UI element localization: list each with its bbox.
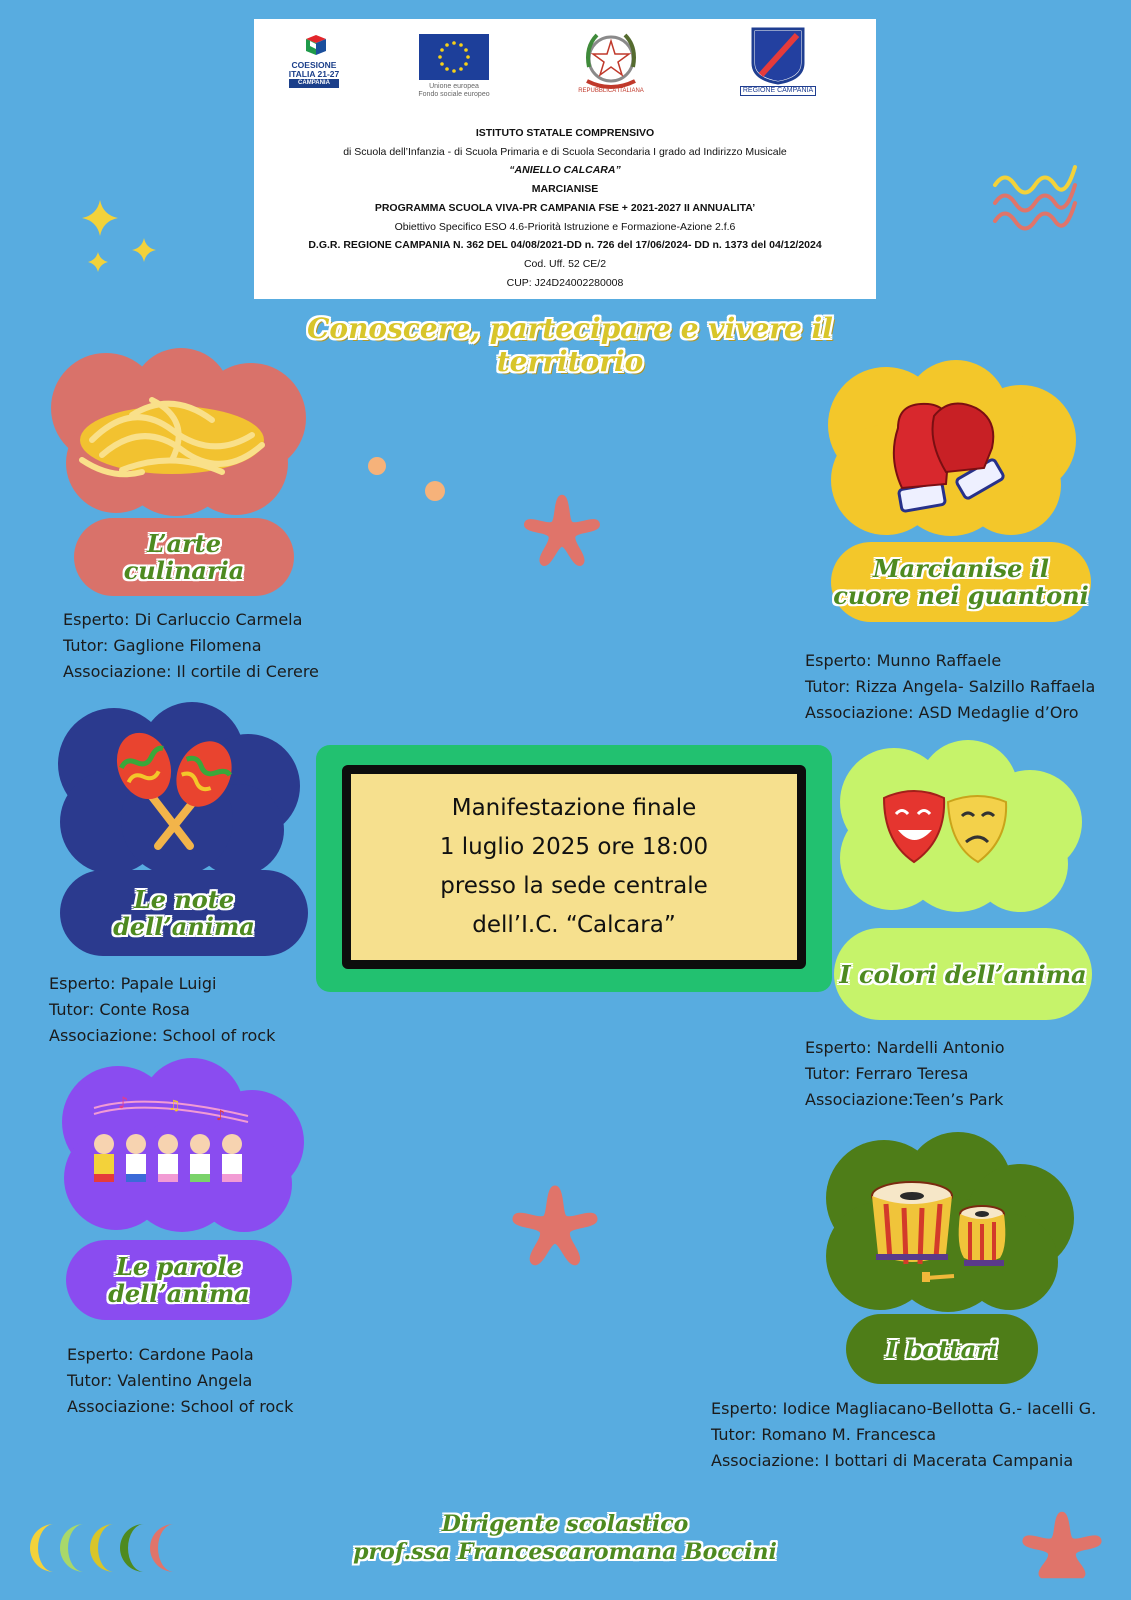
note-expert: Esperto: Papale Luigi [49,974,217,993]
svg-text:♫: ♫ [168,1098,181,1114]
note-association: Associazione: School of rock [49,1026,276,1045]
program-name: PROGRAMMA SCUOLA VIVA-PR CAMPANIA FSE + 2021-2027 II ANNUALITA’ [374,201,756,214]
spaghetti-icon [72,380,278,490]
repubblica-caption: REPUBBLICA ITALIANA [578,88,644,94]
colori-title-pill [834,928,1092,1020]
coesione-line-1: COESIONE [291,60,337,70]
event-datetime: 1 luglio 2025 ore 18:00 [439,834,709,860]
boxing-gloves-icon [880,398,1020,518]
coesione-italia-logo [282,35,346,88]
parole-association: Associazione: School of rock [67,1397,294,1416]
culinaria-title-line-2: culinaria [123,556,245,585]
singing-children-icon [88,1086,260,1204]
drums-icon [864,1166,1028,1286]
principal-role: Dirigente scolastico [441,1511,689,1537]
parole-title [108,1253,250,1307]
coesione-cube-icon [294,35,334,61]
coesione-line-3: CAMPANIA [289,79,340,88]
culinaria-title-line-1: L’arte [146,529,221,558]
culinaria-association: Associazione: Il cortile di Cerere [63,662,319,681]
colori-expert: Esperto: Nardelli Antonio [805,1038,1005,1057]
cup-code: CUP: J24D24002280008 [506,276,624,289]
footer-signature [300,1510,830,1566]
culinaria-details [63,607,319,685]
culinaria-title [124,530,245,584]
project-subtitle: Conoscere, partecipare e vivere il territorio [307,312,833,378]
boxing-details [805,648,1095,726]
program-decree: D.G.R. REGIONE CAMPANIA N. 362 DEL 04/08/2021-DD n. 726 del 17/06/2024- DD n. 1373 del 04/12/2024 [308,239,822,252]
eu-caption-2: Fondo sociale europeo [418,91,490,98]
svg-text:♪: ♪ [118,1093,129,1112]
school-info [254,124,876,292]
campania-shield-icon [751,27,805,85]
boxing-expert: Esperto: Munno Raffaele [805,651,1002,670]
flower-splash-icon [1018,1510,1106,1580]
boxing-title-line-1: Marcianise il [873,554,1049,583]
note-title-pill [60,870,308,956]
boxing-title-pill [831,542,1091,622]
event-venue: dell’I.C. “Calcara” [472,912,676,938]
sparkles-icon [78,198,168,288]
school-name: ISTITUTO STATALE COMPRENSIVO [475,127,655,139]
parole-title-pill [66,1240,292,1320]
bottari-details [711,1396,1096,1474]
parole-details [67,1342,293,1420]
boxing-tutor: Tutor: Rizza Angela- Salzillo Raffaela [805,677,1096,696]
culinaria-title-pill [74,518,294,596]
eu-flag-icon [419,34,489,80]
colori-tutor: Tutor: Ferraro Teresa [805,1064,969,1083]
principal-name: prof.ssa Francescaromana Boccini [353,1539,777,1565]
culinaria-expert: Esperto: Di Carluccio Carmela [63,610,303,629]
parole-title-line-1: Le parole [116,1252,242,1281]
boxing-title-line-2: cuore nei guantoni [833,581,1089,610]
colori-details [805,1035,1005,1113]
maracas-icon [110,730,236,852]
theatre-masks-icon [878,780,1018,880]
boxing-title [833,555,1088,609]
flower-splash-icon [508,1178,602,1272]
flower-splash-icon [520,488,604,572]
colori-association: Associazione:Teen’s Park [805,1090,1004,1109]
eu-caption-1: Unione europea [429,83,479,90]
parole-expert: Esperto: Cardone Paola [67,1345,254,1364]
note-tutor: Tutor: Conte Rosa [49,1000,190,1019]
bottari-association: Associazione: I bottari di Macerata Campania [711,1451,1074,1470]
school-city: MARCIANISE [531,183,599,196]
squiggles-icon [990,155,1080,245]
note-title-line-2: dell’anima [113,912,255,941]
school-type: di Scuola dell’Infanzia - di Scuola Primaria e di Scuola Secondaria I grado ad Indirizzo Musicale [343,145,787,158]
event-box [342,765,806,969]
decor-dot [368,457,386,475]
decor-dot [425,481,445,501]
coesione-line-2: ITALIA 21-27 [288,69,340,79]
bottari-tutor: Tutor: Romano M. Francesca [711,1425,937,1444]
crescents-icon [26,1520,186,1576]
program-objective: Obiettivo Specifico ESO 4.6-Priorità Istruzione e Formazione-Azione 2.f.6 [394,220,736,233]
culinaria-tutor: Tutor: Gaglione Filomena [63,636,262,655]
eu-logo [418,34,490,99]
office-code: Cod. Uff. 52 CE/2 [523,257,607,270]
school-dedication: “ANIELLO CALCARA” [509,164,621,177]
note-title-line-1: Le note [133,885,235,914]
parole-tutor: Tutor: Valentino Angela [67,1371,253,1390]
header-card [254,19,876,299]
bottari-title: I bottari [886,1334,998,1364]
repubblica-italiana-emblem [576,27,646,95]
svg-text:♪: ♪ [216,1108,225,1124]
event-title: Manifestazione finale [451,795,697,821]
campania-caption: REGIONE CAMPANIA [740,86,816,96]
note-details [49,971,275,1049]
bottari-title-pill [846,1314,1038,1384]
parole-title-line-2: dell’anima [108,1279,250,1308]
colori-title: I colori dell’anima [839,959,1087,989]
regione-campania-logo [738,27,818,96]
boxing-association: Associazione: ASD Medaglie d’Oro [805,703,1079,722]
bottari-expert: Esperto: Iodice Magliacano-Bellotta G.- Iacelli G. [711,1399,1097,1418]
note-title [113,886,255,940]
event-location: presso la sede centrale [440,873,708,899]
